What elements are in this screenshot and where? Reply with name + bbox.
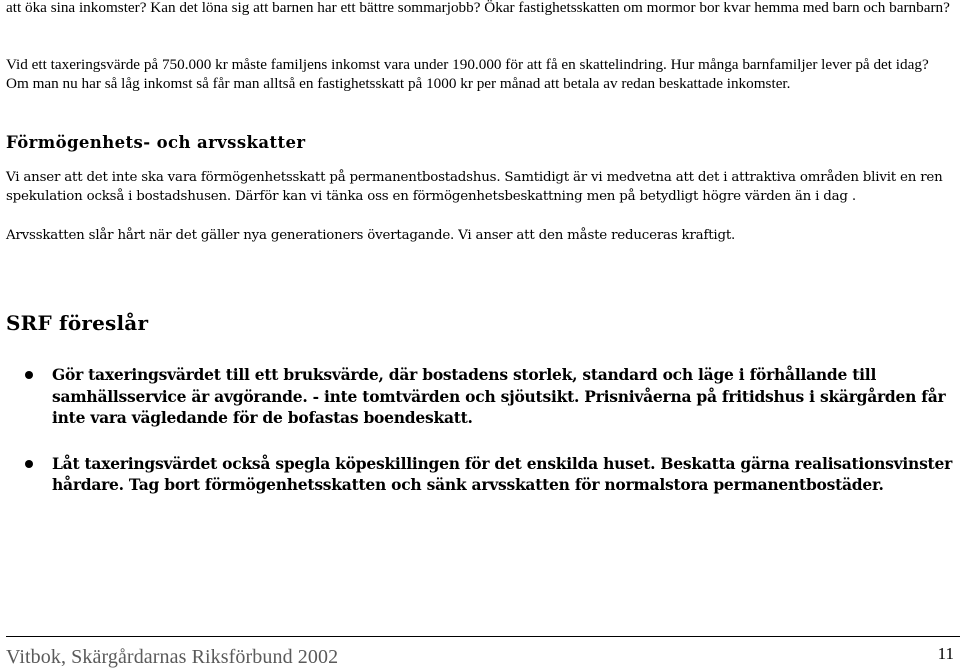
bullet-icon: [25, 460, 33, 468]
proposal-item-purchase-price: [6, 453, 958, 496]
document-page: [6, 0, 954, 669]
footer-divider: [6, 636, 960, 637]
footer-title: Vitbok, Skärgårdarnas Riksförbund 2002: [6, 646, 339, 668]
bullet-icon: [25, 371, 33, 379]
proposal-list: [6, 364, 958, 520]
page-number: 11: [937, 644, 954, 663]
proposal-heading: SRF föreslår: [6, 311, 149, 335]
proposal-item-use-value: [6, 364, 958, 429]
section-paragraph-inheritance-tax: Arvsskatten slår hårt när det gäller nya generationers övertagande. Vi anser att den måste reduceras kraftigt.: [6, 228, 736, 243]
proposal-text: Låt taxeringsvärdet också spegla köpeskillingen för det enskilda huset. Beskatta gärna realisationsvinster hårdare. Tag bort förmögenhetsskatten och sänk arvsskatten för normalstora permanentbostäder.: [52, 453, 952, 494]
proposal-text: Gör taxeringsvärdet till ett bruksvärde, där bostadens storlek, standard och läge i förhållande till samhällsservice är avgörande. - inte tomtvärden och sjöutsikt. Prisnivåerna på fritidshus i skärgården får inte vara vägledande för de bofastas boendeskatt.: [52, 365, 946, 427]
section-paragraph-wealth-tax: Vi anser att det inte ska vara förmögenhetsskatt på permanentbostadshus. Samtidigt är vi medvetna att det i attraktiva områden blivit en ren spekulation också i bostadshusen. Därför kan vi tänka oss en förmögenhetsbeskattning men på betydligt högre värden än i dag .: [6, 170, 943, 204]
intro-paragraph-continued: att öka sina inkomster? Kan det löna sig att barnen har ett bättre sommarjobb? Ökar fastighetsskatten om mormor bor kvar hemma med barn och barnbarn?: [6, 0, 950, 16]
section-heading-wealth-inheritance-tax: Förmögenhets- och arvsskatter: [6, 133, 306, 152]
intro-paragraph-tax-value: Vid ett taxeringsvärde på 750.000 kr måste familjens inkomst vara under 190.000 för att få en skattelindring. Hur många barnfamiljer lever på det idag? Om man nu har så låg inkomst så får man alltså en fastighetsskatt på 1000 kr per månad att betala av redan beskattade inkomster.: [6, 56, 929, 92]
